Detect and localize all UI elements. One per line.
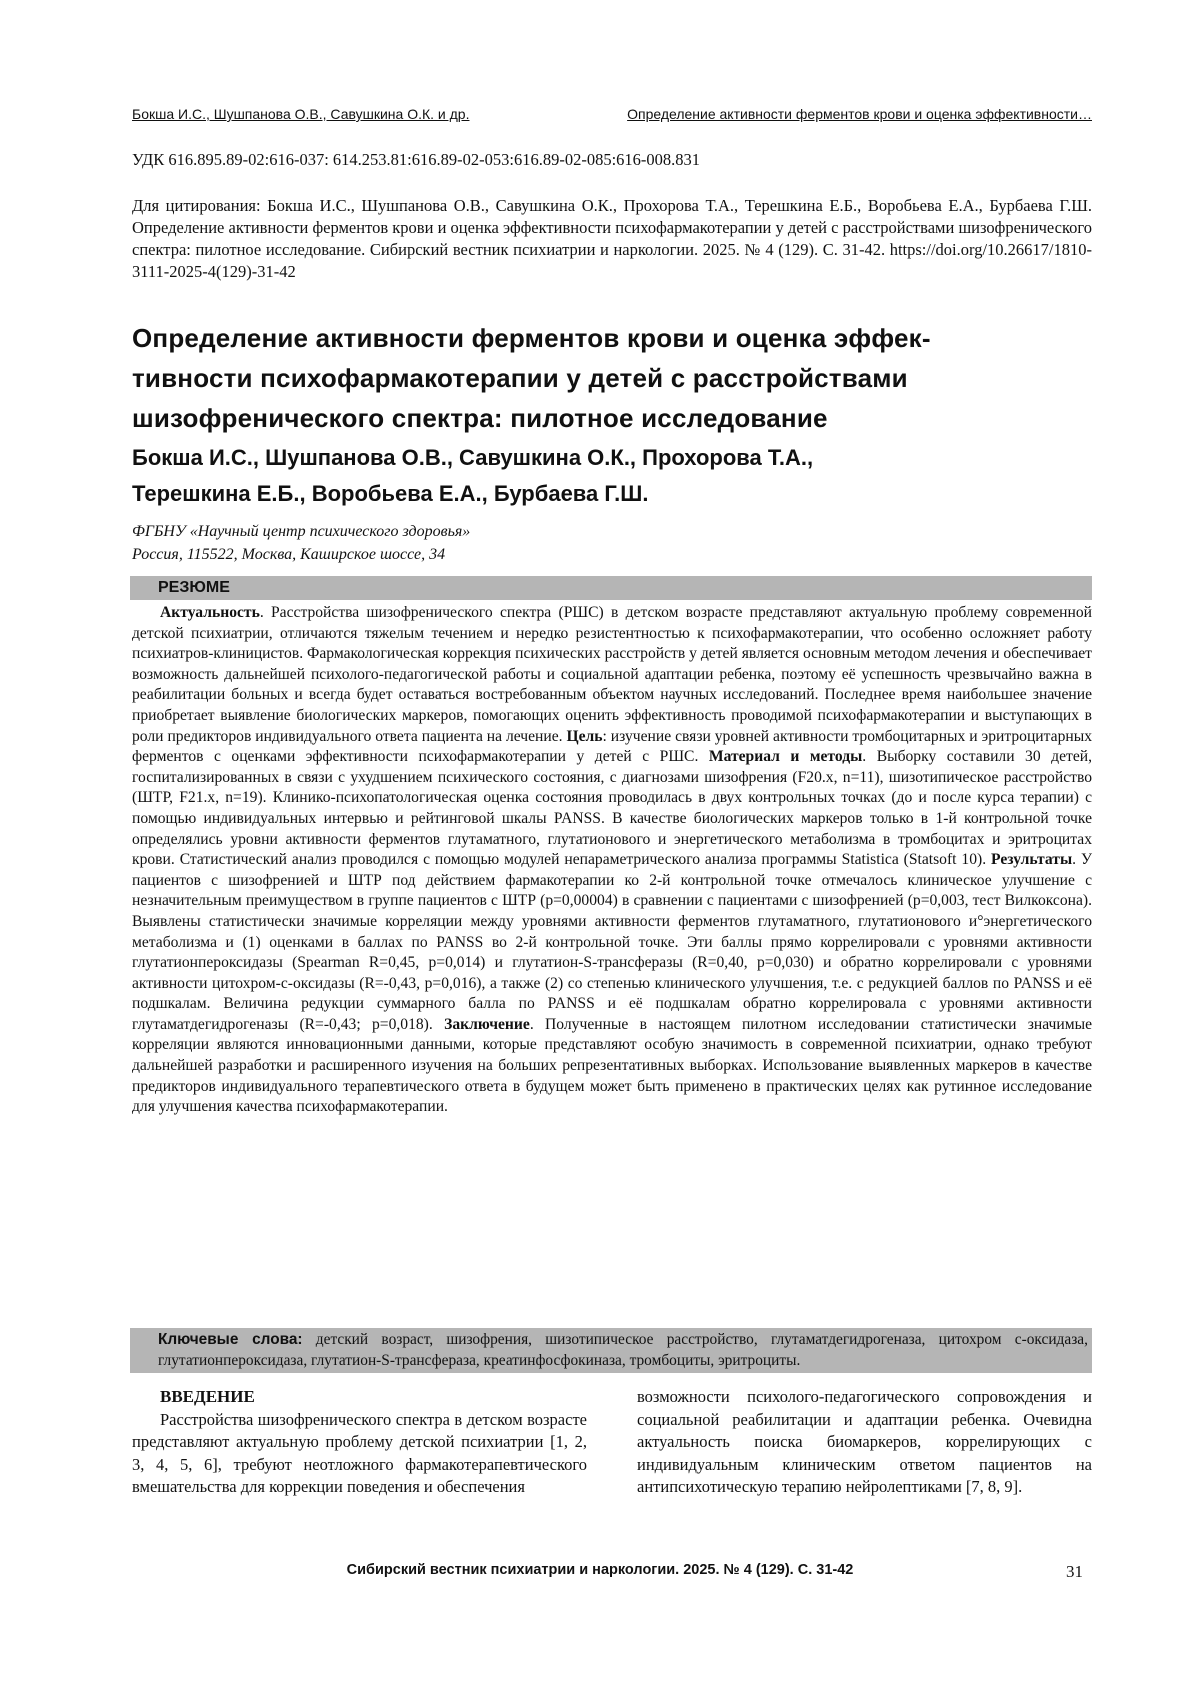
authors-line: Бокша И.С., Шушпанова О.В., Савушкина О.К., Прохорова Т.А., — [132, 445, 814, 470]
abstract-methods: . Выборку составили 30 детей, госпитализированных в связи с ухудшением психического состояния, с диагнозами шизофрения (F20.x, n=11), шизотипическое расстройство (ШТР, F21.x, n=19). Клинико-психопатологическая оценка состояния проводилась в двух контрольных точках (до и после курса терапии) с помощью индивидуальных интервью и рейтинговой шкалы PANSS. В качестве биологических маркеров только в 1-й контрольной точке определялись уровни активности ферментов глутаматного, глутатионового и энергетического метаболизма в тромбоцитах и эритроцитах крови. Статистический анализ проводился с помощью модулей непараметрического анализа программы Statistica (Statsoft 10). — [132, 748, 1092, 869]
affiliation — [132, 520, 470, 566]
keywords-label: Ключевые слова: — [158, 1331, 303, 1348]
intro-right-column — [637, 1386, 1092, 1499]
title-line: Определение активности ферментов крови и оценка эффек- — [132, 323, 931, 353]
article-title — [132, 318, 1062, 438]
abstract-results-label: Результаты — [991, 851, 1073, 869]
keywords-text: детский возраст, шизофрения, шизотипическое расстройство, глутаматдегидрогеназа, цитохром c-оксидаза, глутатионпероксидаза, глутатион-S-трансфераза, креатинфосфокиназа, тромбоциты, эритроциты. — [158, 1331, 1088, 1369]
title-line: шизофренического спектра: пилотное исследование — [132, 403, 828, 433]
affiliation-line: ФГБНУ «Научный центр психического здоровья» — [132, 523, 471, 540]
resume-heading: РЕЗЮМЕ — [130, 576, 1092, 600]
affiliation-line: Россия, 115522, Москва, Каширское шоссе, 34 — [132, 546, 446, 563]
running-header-title: Определение активности ферментов крови и оценка эффективности… — [627, 106, 1092, 122]
footer-journal: Сибирский вестник психиатрии и наркологии. 2025. № 4 (129). С. 31-42 — [346, 1562, 854, 1578]
title-line: тивности психофармакотерапии у детей с расстройствами — [132, 363, 908, 393]
running-header — [132, 106, 1092, 122]
abstract-aim: : изучение связи уровней активности тромбоцитарных и эритроцитарных ферментов с оценками эффективности психофармакотерапии у детей с РШС. — [132, 727, 1092, 766]
intro-right-text: возможности психолого-педагогического сопровождения и социальной реабилитации и адаптации ребенка. Очевидна актуальность поиска биомаркеров, коррелирующих с индивидуальным клиническим ответом пациентов на антипсихотическую терапию нейролептиками [7, 8, 9]. — [637, 1387, 1092, 1496]
intro-left-text: Расстройства шизофренического спектра в детском возрасте представляют актуальную проблему детской психиатрии [1, 2, 3, 4, 5, 6], требуют неотложного фармакотерапевтического вмешательства для коррекции поведения и обеспечения — [132, 1409, 587, 1496]
citation: Для цитирования: Бокша И.С., Шушпанова О.В., Савушкина О.К., Прохорова Т.А., Терешкина Е.Б., Воробьева Е.А., Бурбаева Г.Ш. Определение активности ферментов крови и оценка эффективности психофармакотерапии у детей с расстройствами шизофренического спектра: пилотное исследование. Сибирский вестник психиатрии и наркологии. 2025. № 4 (129). С. 31-42. https://doi.org/10.26617/1810-3111-2025-4(129)-31-42 — [132, 196, 1092, 281]
authors-line: Терешкина Е.Б., Воробьева Е.А., Бурбаева Г.Ш. — [132, 481, 649, 506]
abstract-body — [132, 603, 1092, 1118]
abstract-results: . У пациентов с шизофренией и ШТР под действием фармакотерапии ко 2-й контрольной точке отмечалось клиническое улучшение с незначительным преимуществом в группе пациентов с ШТР (p=0,00004) в сравнении с пациентами с шизофренией (p=0,003, тест Вилкоксона). Выявлены статистически значимые корреляции между уровнями активности ферментов глутаматного, глутатионового и°энергетического метаболизма и (1) оценками в баллах по PANSS во 2-й контрольной точке. Эти баллы прямо коррелировали с уровнями активности глутатионпероксидазы (Spearman R=0,45, p=0,014) и глутатион-S-трансферазы (R=0,40, p=0,030) и обратно коррелировали с уровнями активности цитохром-c-оксидазы (R=-0,43, p=0,016), а также (2) со степенью клинического улучшения, т.е. с редукцией баллов по PANSS и её подшкалам. Величина редукции суммарного балла по PANSS и её подшкалам обратно коррелировала с уровнями активности глутаматдегидрогеназы (R=-0,43; p=0,018). — [132, 851, 1092, 1033]
abstract-aim-label: Цель — [566, 727, 603, 745]
page-number: 31 — [1066, 1562, 1083, 1581]
abstract-conclusion-label: Заключение — [444, 1015, 530, 1033]
keywords-block — [130, 1328, 1092, 1373]
udk-code: УДК 616.895.89-02:616-037: 614.253.81:616.89-02-053:616.89-02-085:616-008.831 — [132, 150, 701, 169]
intro-heading: ВВЕДЕНИЕ — [160, 1387, 255, 1406]
abstract-relevance-label: Актуальность — [160, 604, 260, 621]
authors — [132, 440, 1062, 512]
abstract-methods-label: Материал и методы — [708, 748, 863, 766]
running-header-authors: Бокша И.С., Шушпанова О.В., Савушкина О.К. и др. — [132, 106, 470, 122]
intro-left-column — [132, 1386, 587, 1499]
abstract-relevance: . Расстройства шизофренического спектра (РШС) в детском возрасте представляют актуальную проблему современной детской психиатрии, отличаются тяжелым течением и нередко резистентностью к психофармакотерапии, что особенно осложняет работу психиатров-клиницистов. Фармакологическая коррекция психических расстройств у детей является основным методом лечения и обеспечивает возможность дальнейшей психолого-педагогической работы и социальной адаптации ребенка, поэтому её успешность чрезвычайно важна в реабилитации больных и всегда будет оставаться востребованным объектом научных исследований. Последнее время наибольшее значение приобретает выявление биологических маркеров, помогающих оценить эффективность проводимой психофармакотерапии и выступающих в роли предикторов индивидуального ответа пациента на лечение. — [132, 604, 1092, 745]
abstract-conclusion: . Полученные в настоящем пилотном исследовании статистически значимые корреляции являются инновационными данными, которые представляют особую значимость в современной психиатрии, однако требуют дальнейшей разработки и расширенного изучения на больших репрезентативных выборках. Использование выявленных маркеров в качестве предикторов индивидуального терапевтического ответа в будущем может быть применено в практических целях как рутинное исследование для улучшения качества психофармакотерапии. — [132, 1015, 1092, 1116]
